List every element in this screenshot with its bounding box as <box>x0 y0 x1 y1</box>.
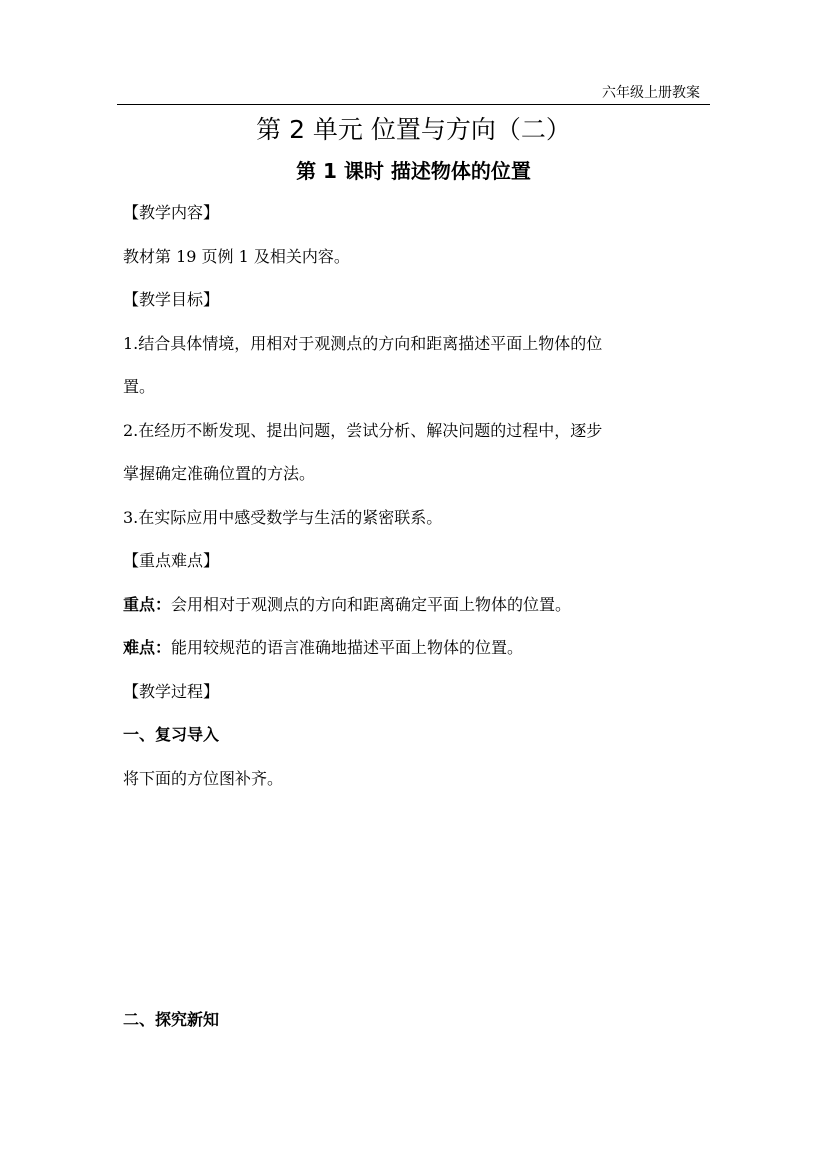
key-point-text: 会用相对于观测点的方向和距离确定平面上物体的位置。 <box>171 595 572 614</box>
step-1-text: 将下面的方位图补齐。 <box>123 769 284 788</box>
unit-title: 第 2 单元 位置与方向（二） <box>256 115 571 144</box>
difficulty-row <box>123 636 713 660</box>
section-heading-key-points: 【重点难点】 <box>123 551 220 570</box>
key-point-label: 重点： <box>123 595 172 614</box>
key-point-row <box>123 593 713 617</box>
content-text: 教材第 19 页例 1 及相关内容。 <box>123 247 350 266</box>
page-header <box>117 82 710 105</box>
section-heading-content: 【教学内容】 <box>123 203 220 222</box>
goal-item-2-line-2: 掌握确定准确位置的方法。 <box>123 464 316 483</box>
section-heading-goals: 【教学目标】 <box>123 290 220 309</box>
step-1-title: 一、复习导入 <box>123 725 220 744</box>
difficulty-text: 能用较规范的语言准确地描述平面上物体的位置。 <box>171 638 524 657</box>
lesson-title: 第 1 课时 描述物体的位置 <box>296 159 531 183</box>
section-heading-process: 【教学过程】 <box>123 682 220 701</box>
step-2-title: 二、探究新知 <box>123 1010 220 1029</box>
difficulty-label: 难点： <box>123 638 172 657</box>
goal-item-2-line-1: 2.在经历不断发现、提出问题，尝试分析、解决问题的过程中，逐步 <box>123 421 603 440</box>
goal-item-3: 3.在实际应用中感受数学与生活的紧密联系。 <box>123 508 443 527</box>
header-label: 六年级上册教案 <box>602 85 700 101</box>
goal-item-1-line-1: 1.结合具体情境，用相对于观测点的方向和距离描述平面上物体的位 <box>123 334 603 353</box>
goal-item-1-line-2: 置。 <box>123 377 156 396</box>
